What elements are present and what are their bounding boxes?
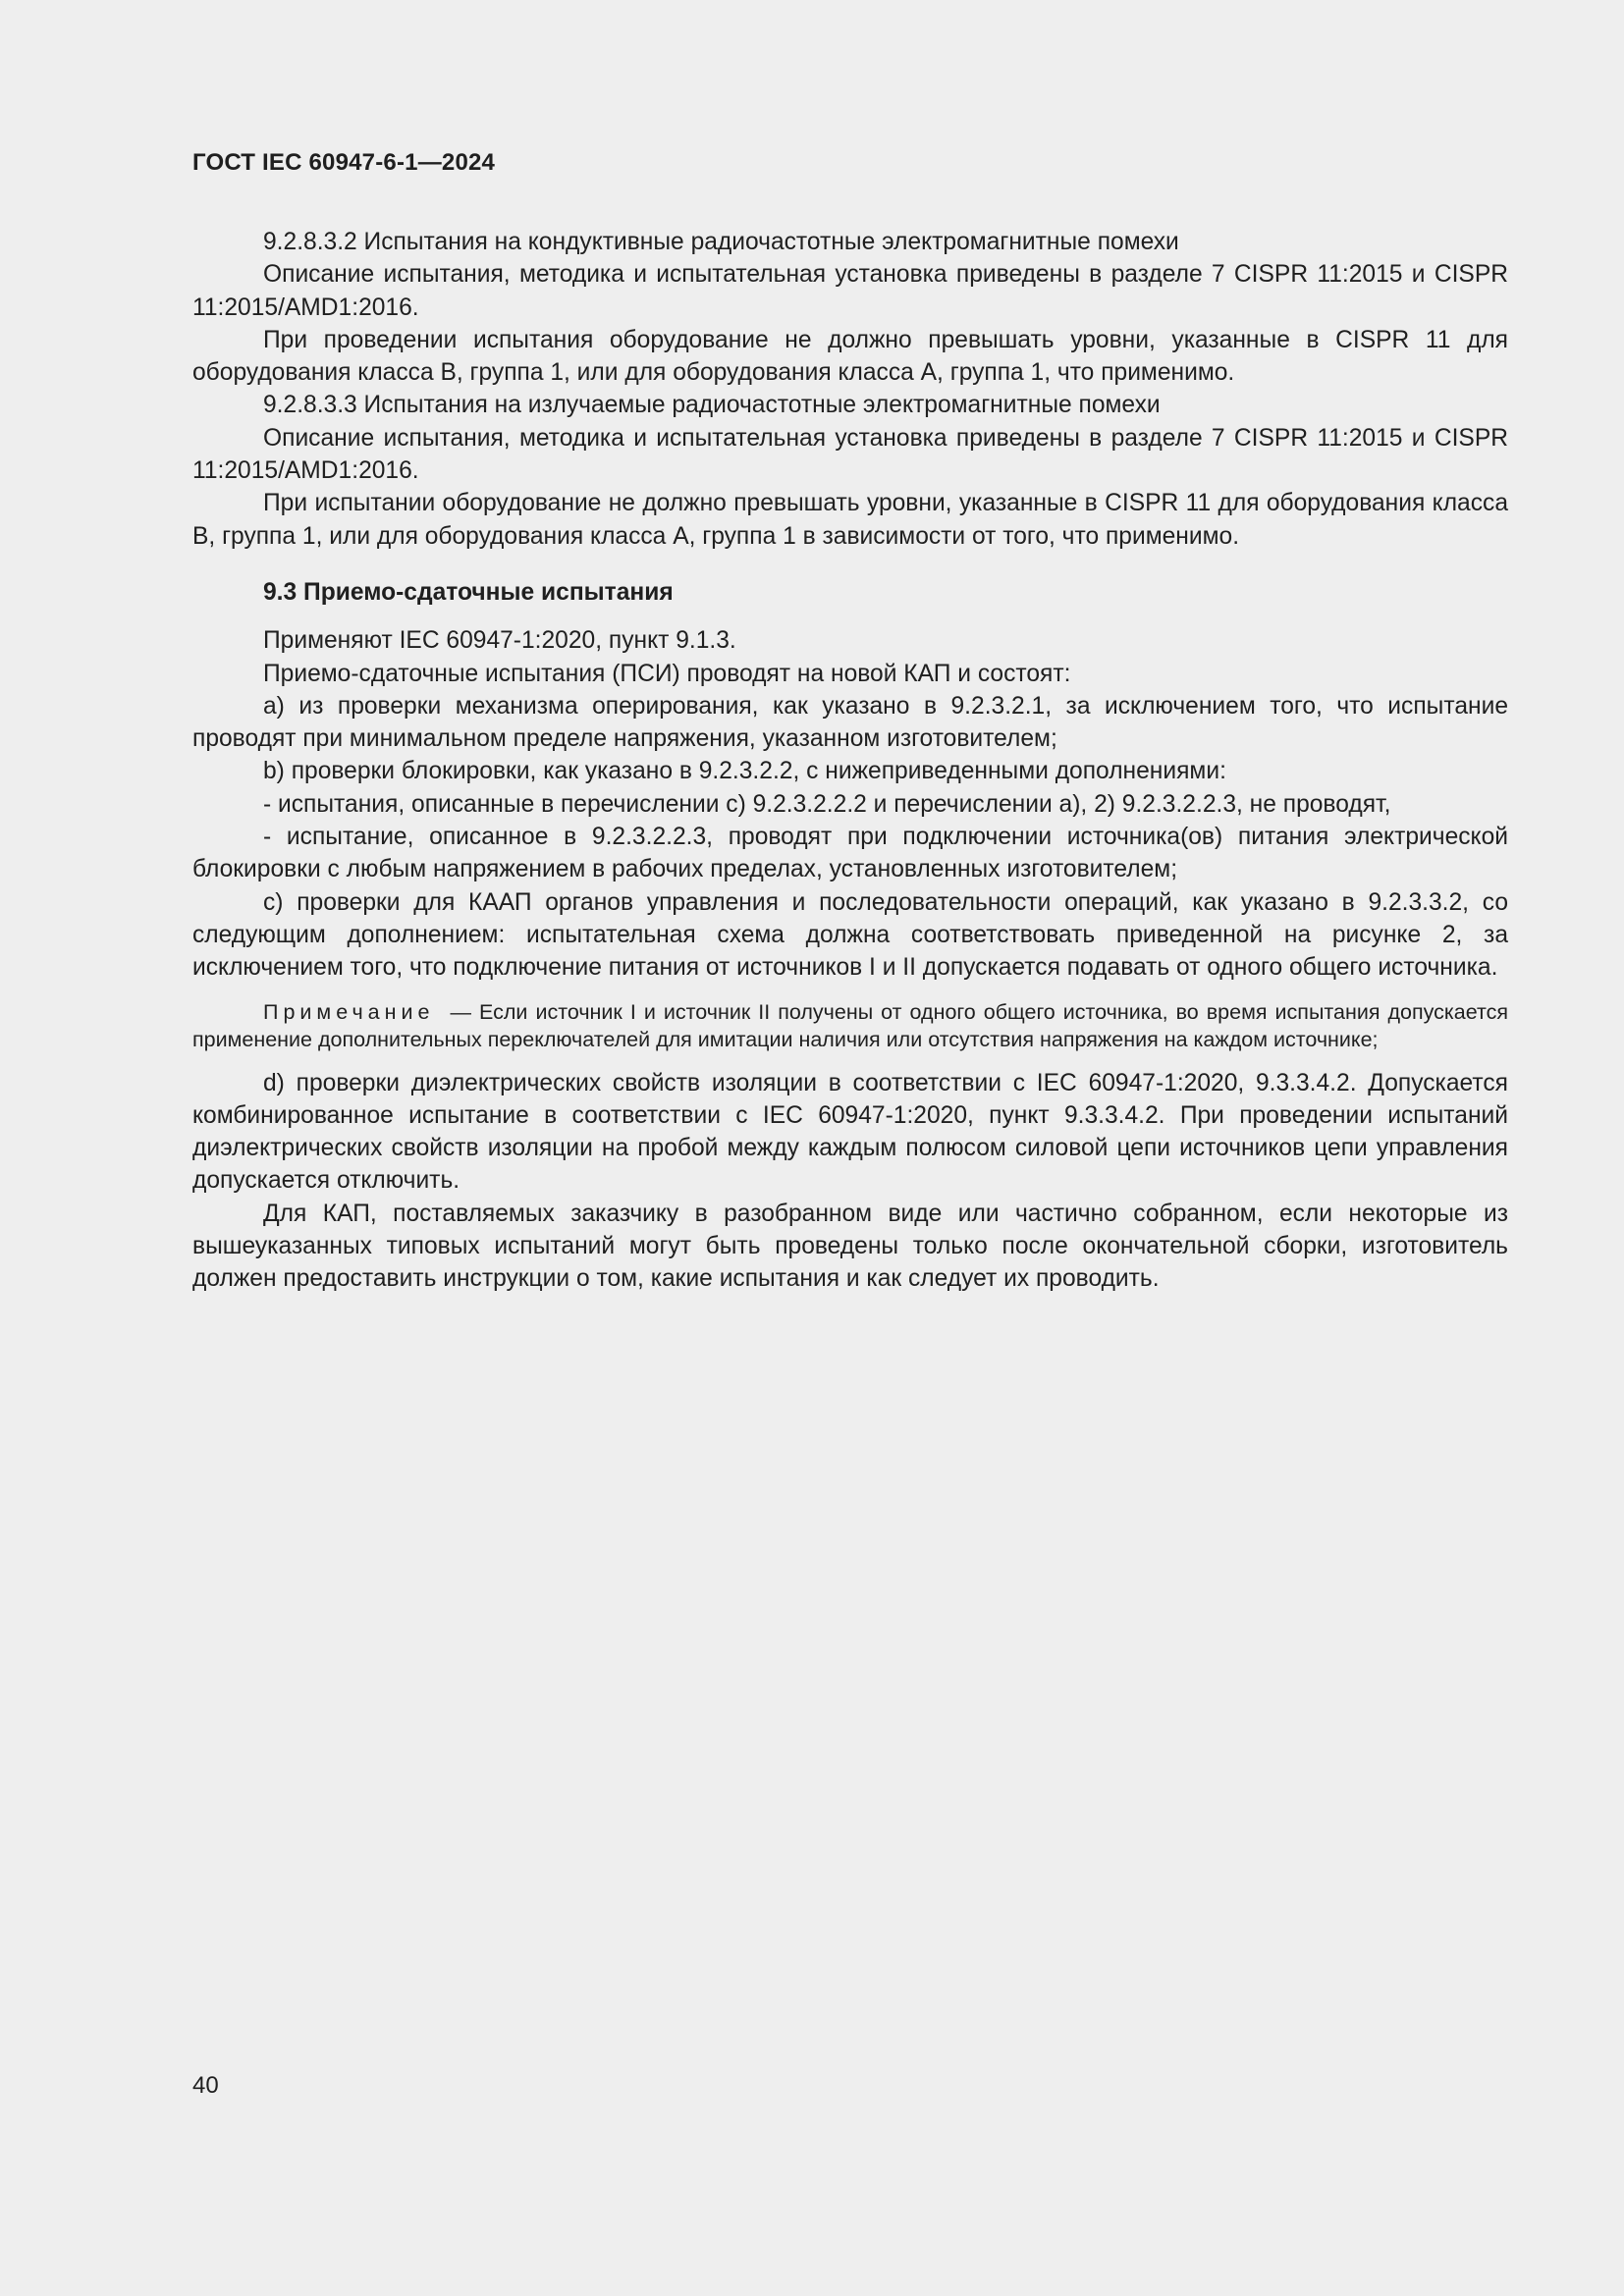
page-number: 40 (192, 2072, 219, 2099)
note-label: Примечание (263, 999, 435, 1024)
note-block (192, 998, 1508, 1053)
list-subitem: - испытания, описанные в перечислении с) 9.2.3.2.2.2 и перечислении а), 2) 9.2.3.2.2.3, не проводят, (263, 790, 1391, 818)
note-text: — Если источник I и источник II получены от одного общего источника, во время испытания допускается применение дополнительных переключателей для имитации наличия или отсутствия напряжения на каждом источнике; (192, 999, 1508, 1051)
section-heading-9-3: 9.3 Приемо-сдаточные испытания (263, 578, 674, 606)
paragraph: Для КАП, поставляемых заказчику в разобранном виде или частично собранном, если некоторые из вышеуказанных типовых испытаний могут быть проведены только после окончательной сборки, изготовитель должен предоставить инструкции о том, какие испытания и как следует их проводить. (192, 1200, 1508, 1293)
paragraph: Описание испытания, методика и испытательная установка приведены в разделе 7 CISPR 11:2015 и CISPR 11:2015/AMD1:2016. (192, 261, 1508, 321)
document-header-standard-id: ГОСТ IEC 60947-6-1—2024 (192, 149, 496, 176)
document-body (192, 226, 1508, 1296)
paragraph: Применяют IEC 60947-1:2020, пункт 9.1.3. (263, 627, 736, 655)
paragraph: Приемо-сдаточные испытания (ПСИ) проводят на новой КАП и состоят: (263, 660, 1071, 687)
list-item-d: d) проверки диэлектрических свойств изоляции в соответствии с IEC 60947-1:2020, 9.3.3.4.2. Допускается комбинированное испытание в соответствии с IEC 60947-1:2020, пункт 9.3.3.4.2. При проведении испытаний диэлектрических свойств изоляции на пробой между каждым полюсом силовой цепи источников цепи управления допускается отключить. (192, 1069, 1508, 1195)
paragraph-9-2-8-3-3-title: 9.2.8.3.3 Испытания на излучаемые радиочастотные электромагнитные помехи (263, 392, 1161, 419)
paragraph-9-2-8-3-2-title: 9.2.8.3.2 Испытания на кондуктивные радиочастотные электромагнитные помехи (263, 229, 1179, 255)
paragraph: Описание испытания, методика и испытательная установка приведены в разделе 7 CISPR 11:2015 и CISPR 11:2015/AMD1:2016. (192, 424, 1508, 485)
paragraph: При испытании оборудование не должно превышать уровни, указанные в CISPR 11 для оборудования класса В, группа 1, или для оборудования класса А, группа 1 в зависимости от того, что применимо. (192, 490, 1508, 550)
paragraph: При проведении испытания оборудование не должно превышать уровни, указанные в CISPR 11 для оборудования класса В, группа 1, или для оборудования класса А, группа 1, что применимо. (192, 326, 1508, 387)
list-item-b: b) проверки блокировки, как указано в 9.2.3.2.2, с нижеприведенными дополнениями: (263, 758, 1226, 785)
list-subitem: - испытание, описанное в 9.2.3.2.2.3, проводят при подключении источника(ов) питания электрической блокировки с любым напряжением в рабочих пределах, установленных изготовителем; (192, 824, 1508, 883)
list-item-a: a) из проверки механизма оперирования, как указано в 9.2.3.2.1, за исключением того, что испытание проводят при минимальном пределе напряжения, указанном изготовителем; (192, 692, 1508, 753)
list-item-c: c) проверки для КААП органов управления и последовательности операций, как указано в 9.2.3.3.2, со следующим дополнением: испытательная схема должна соответствовать приведенной на рисунке 2, за исключением того, что подключение питания от источников I и II допускается подавать от одного общего источника. (192, 888, 1508, 982)
